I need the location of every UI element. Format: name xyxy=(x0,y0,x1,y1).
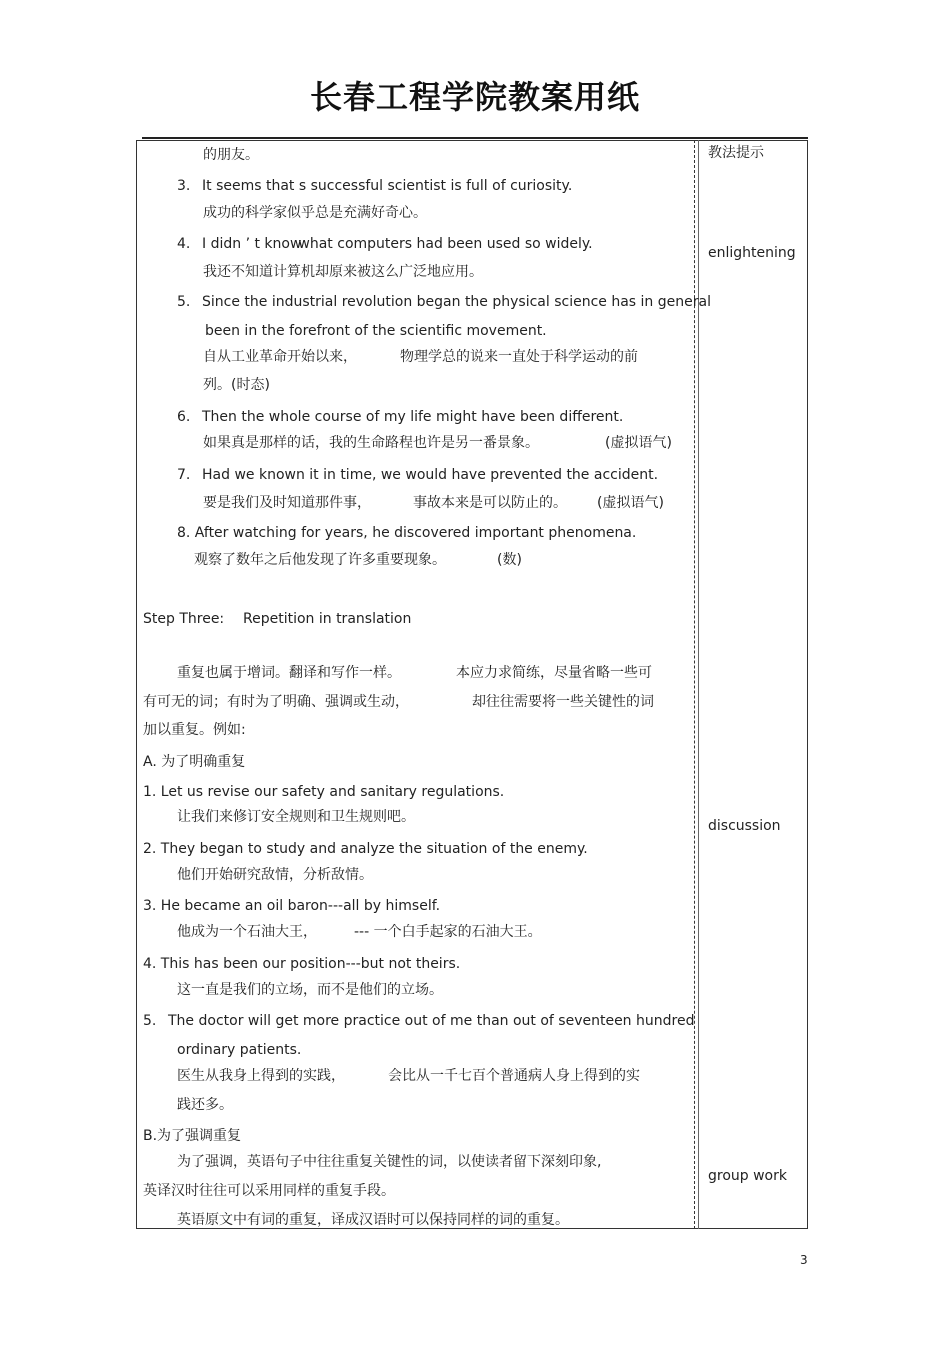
step-title: Repetition in translation xyxy=(243,611,412,627)
example-english: 8. After watching for years, he discovered important phenomena. xyxy=(177,525,637,541)
example-english: The doctor will get more practice out of me than out of seventeen hundred xyxy=(168,1013,695,1029)
example-chinese: 自从工业革命开始以来， xyxy=(203,349,357,365)
example-chinese: 让我们来修订安全规则和卫生规则吧。 xyxy=(177,809,415,825)
example-chinese: 医生从我身上得到的实践， xyxy=(177,1068,345,1084)
example-english: Since the industrial revolution began the physical science has in general xyxy=(202,294,711,310)
section-heading: A. 为了明确重复 xyxy=(143,754,246,770)
example-english: 2. They began to study and analyze the situation of the enemy. xyxy=(143,841,588,857)
example-chinese: 我还不知道计算机却原来被这么广泛地应用。 xyxy=(203,264,483,280)
grammar-note: (虚拟语气) xyxy=(605,435,672,451)
side-heading: 教法提示 xyxy=(708,145,764,161)
intro-text: 本应力求简练，尽量省略一些可 xyxy=(456,665,652,681)
example-chinese: 他们开始研究敌情，分析敌情。 xyxy=(177,867,373,883)
example-chinese: 成功的科学家似乎总是充满好奇心。 xyxy=(203,205,427,221)
example-english: I didn ’ t knowwhat computers had been used so widely. xyxy=(202,236,593,252)
step-label: Step Three: xyxy=(143,611,225,627)
example-chinese: 要是我们及时知道那件事， xyxy=(203,495,371,511)
example-english: 1. Let us revise our safety and sanitary regulations. xyxy=(143,784,505,800)
intro-text: 却往往需要将一些关键性的词 xyxy=(472,694,654,710)
item-number: 7. xyxy=(177,467,191,483)
example-chinese: 物理学总的说来一直处于科学运动的前 xyxy=(400,349,638,365)
example-english: It seems that s successful scientist is full of curiosity. xyxy=(202,178,573,194)
item-number: 4. xyxy=(177,236,191,252)
example-chinese: 观察了数年之后他发现了许多重要现象。 xyxy=(194,552,446,568)
intro-text: 加以重复。例如: xyxy=(143,722,246,738)
grammar-note: (数) xyxy=(497,552,522,568)
item-number: 6. xyxy=(177,409,191,425)
example-chinese: 会比从一千七百个普通病人身上得到的实 xyxy=(388,1068,640,1084)
example-english-cont: ordinary patients. xyxy=(177,1042,302,1058)
example-chinese: 他成为一个石油大王， xyxy=(177,924,317,940)
example-chinese: 事故本来是可以防止的。 xyxy=(413,495,567,511)
item-number: 3. xyxy=(177,178,191,194)
item-number: 5. xyxy=(177,294,191,310)
continuation-line: 的朋友。 xyxy=(203,147,259,163)
example-english: 4. This has been our position---but not theirs. xyxy=(143,956,461,972)
example-chinese-cont: 列。(时态) xyxy=(203,377,270,393)
side-note-discussion: discussion xyxy=(708,818,781,834)
page-title: 长春工程学院教案用纸 xyxy=(309,78,640,116)
side-note-group-work: group work xyxy=(708,1168,787,1184)
item-number: 5. xyxy=(143,1013,157,1029)
body-text: 为了强调，英语句子中往往重复关键性的词，以使读者留下深刻印象, xyxy=(177,1154,602,1170)
body-text: 英译汉时往往可以采用同样的重复手段。 xyxy=(143,1183,395,1199)
example-english: 3. He became an oil baron---all by himself. xyxy=(143,898,441,914)
section-heading: B.为了强调重复 xyxy=(143,1128,242,1144)
grammar-note: (虚拟语气) xyxy=(597,495,664,511)
side-note-enlightening: enlightening xyxy=(708,245,796,261)
intro-text: 有可无的词；有时为了明确、强调或生动， xyxy=(143,694,409,710)
example-english: Then the whole course of my life might have been different. xyxy=(202,409,624,425)
example-english: Had we known it in time, we would have prevented the accident. xyxy=(202,467,659,483)
body-text: 英语原文中有词的重复，译成汉语时可以保持同样的词的重复。 xyxy=(177,1212,569,1228)
example-chinese-cont: 践还多。 xyxy=(177,1097,233,1113)
example-chinese: --- 一个白手起家的石油大王。 xyxy=(354,924,542,940)
example-chinese: 如果真是那样的话，我的生命路程也许是另一番景象。 xyxy=(203,435,539,451)
page-number: 3 xyxy=(800,1253,808,1267)
example-english-cont: been in the forefront of the scientific movement. xyxy=(205,323,547,339)
intro-text: 重复也属于增词。翻译和写作一样。 xyxy=(177,665,401,681)
title-rule xyxy=(142,137,808,139)
example-chinese: 这一直是我们的立场，而不是他们的立场。 xyxy=(177,982,443,998)
